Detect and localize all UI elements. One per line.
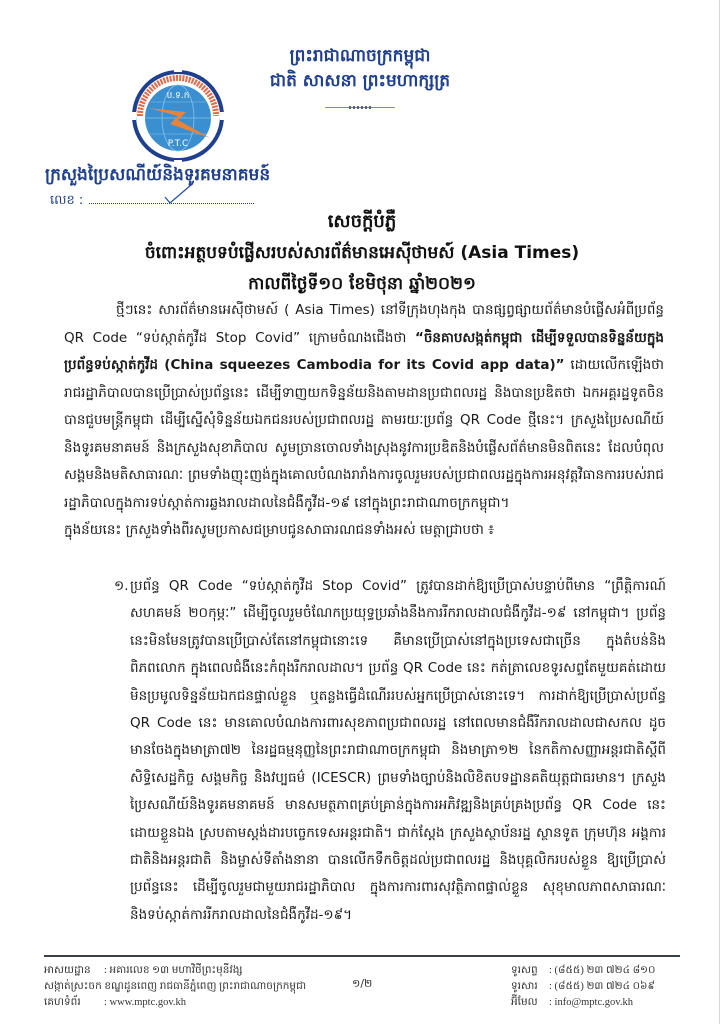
ornamental-divider bbox=[325, 107, 395, 110]
svg-text:ប.ទ.ក: ប.ទ.ក bbox=[166, 91, 190, 101]
phone-number: : (៨៥៥) ២៣ ៧២៤ ៨១០ bbox=[549, 965, 656, 976]
title-subject: ចំពោះអត្ថបទបំផ្លើសរបស់សារព័ត៌មានអេស៊ីថាមស៍ (Asia Times) bbox=[144, 243, 580, 263]
kingdom-header bbox=[240, 44, 480, 94]
list-item-text: ប្រព័ន្ធ QR Code “ទប់ស្កាត់កូវីដ Stop Covid” ត្រូវបានដាក់ឱ្យប្រើប្រាស់បន្ទាប់ពីមាន “ព្រឹត្តិការណ៍សហគមន៍ ២០កុម្ភៈ” ដើម្បីចូលរួមចំណែកប្រយុទ្ធប្រឆាំងនឹងការរីករាលដាលជំងឺកូវីដ-១៩ នៅកម្ពុជា។ ប្រព័ន្ធនេះមិនមែនត្រូវបានប្រើប្រាស់តែនៅកម្ពុជានោះទេ គឺមានប្រើប្រាស់នៅក្នុងប្រទេសជាច្រើន ក្នុងតំបន់និងពិភពលោក ក្នុងពេលជំងឺនេះកំពុងរីករាលដាល។ ប្រព័ន្ធ QR Code នេះ កត់ត្រាលេខទូរសព្ទតែមួយគត់ដោយមិនប្រមូលទិន្នន័យឯកជនផ្ទាល់ខ្លួន ឬតន្លងធ្វើដំណើររបស់អ្នកប្រើប្រាស់នោះទេ។ ការដាក់ឱ្យប្រើប្រាស់ប្រព័ន្ធ QR Code នេះ មានគោលបំណងការពារសុខភាពប្រជាពលរដ្ឋ នៅពេលមានជំងឺរីករាលដាលជាសកល ដូចមានចែងក្នុងមាត្រា៧២ នៃរដ្ឋធម្មនុញ្ញនៃព្រះរាជាណាចក្រកម្ពុជា និងមាត្រា១២ នៃកតិកាសញ្ញាអន្តរជាតិស្តីពីសិទ្ធិសេដ្ឋកិច្ច សង្គមកិច្ច និងវប្បធម៌ (ICESCR) ព្រមទាំងច្បាប់និងលិខិតបទដ្ឋានគតិយុត្តជាធរមាន។ ក្រសួងប្រៃសណីយ៍និងទូរគមនាគមន៍ មានសមត្ថភាពគ្រប់គ្រាន់ក្នុងការអភិវឌ្ឍនិងគ្រប់គ្រងប្រព័ន្ធ QR Code នេះ ដោយខ្លួនឯង ស្របតាមស្តង់ដារបច្ចេកទេសអន្តរជាតិ។ ជាក់ស្តែង ក្រសួងស្ថាប័នរដ្ឋ ស្ថានទូត ក្រុមហ៊ុន អង្គការជាតិនិងអន្តរជាតិ និងម្ចាស់ទីតាំងនានា បានលើកទឹកចិត្តដល់ប្រជាពលរដ្ឋ និងបុគ្គលិករបស់ខ្លួន ឱ្យប្រើប្រាស់ប្រព័ន្ធនេះ ដើម្បីចូលរួមជាមួយរាជរដ្ឋាភិបាល ក្នុងការការពារសុវត្ថិភាពផ្ទាល់ខ្លួន សុខុមាលភាពសាធារណៈ និងទប់ស្កាត់ការរីករាលដាលនៃជំងឺកូវីដ-១៩។ bbox=[130, 578, 666, 923]
footer-divider bbox=[44, 955, 680, 957]
document-body bbox=[64, 297, 664, 545]
title-clarification: សេចក្តីបំភ្លឺ bbox=[327, 211, 397, 232]
list-item-number: ១. bbox=[114, 578, 129, 594]
email-link[interactable]: : info@mptc.gov.kh bbox=[549, 997, 633, 1008]
ministry-logo bbox=[130, 62, 226, 168]
footer-contact-address bbox=[44, 963, 306, 1011]
reference-label: លេខ : bbox=[50, 193, 84, 208]
page-number: ១/២ bbox=[352, 977, 373, 990]
website-label: គេហទំព័រ bbox=[44, 997, 81, 1008]
page-edge-line bbox=[719, 0, 720, 1024]
title-date: កាលពីថ្ងៃទី១០ ខែមិថុនា ឆ្នាំ២០២១ bbox=[248, 274, 476, 294]
address-line-2: សង្កាត់ស្រះចក ខណ្ឌដូនពេញ រាជធានីភ្នំពេញ ព្រះរាជាណាចក្រកម្ពុជា bbox=[44, 981, 307, 992]
ministry-name: ក្រសួងប្រៃសណីយ៍និងទូរគមនាគមន៍ bbox=[45, 165, 271, 185]
headline-quote: “ចិនគាបសង្កត់កម្ពុជា ដើម្បីទទួលបានទិន្នន័យក្នុងប្រព័ន្ធទប់ស្កាត់កូវីដ (China squeezes Cambodia for its Covid app data)” bbox=[64, 329, 664, 373]
fax-label: ទូរសារ bbox=[511, 981, 538, 992]
address-line-1: : អគារលេខ ១៣ មហាវិថីព្រះមុនីវង្ស bbox=[104, 965, 243, 976]
paragraph-2: ក្នុងន័យនេះ ក្រសួងទាំងពីរសូមប្រកាសជម្រាបជូនសាធារណជនទាំងអស់ មេត្តាជ្រាបថា ៖ bbox=[64, 522, 495, 538]
fax-number: : (៨៥៥) ២៣ ៧២៤ ០៦៩ bbox=[549, 981, 655, 992]
paragraph-1: ថ្មីៗនេះ សារព័ត៌មានអេស៊ីថាមស៍ ( Asia Times) នៅទីក្រុងហុងកុង បានផ្សព្វផ្សាយព័ត៌មានបំផ្លើសអំពីប្រព័ន្ធ QR Code “ទប់ស្កាត់កូវីដ Stop Covid” ក្រោមចំណងជើងថា “ចិនគាបសង្កត់កម្ពុជា ដើម្បីទទួលបានទិន្នន័យក្នុងប្រព័ន្ធទប់ស្កាត់កូវីដ (China squeezes Cambodia for its Covid app data)” ដោយលើកឡើងថា រាជរដ្ឋាភិបាលបានប្រើប្រាស់ប្រព័ន្ធនេះ ដើម្បីទាញយកទិន្នន័យនិងតាមដានប្រជាពលរដ្ឋ និងបានប្រឌិតថា ឯកអគ្គរដ្ឋទូតចិនបានជួបមន្ត្រីកម្ពុជា ដើម្បីស្នើសុំទិន្នន័យឯកជនរបស់ប្រជាពលរដ្ឋ តាមរយៈប្រព័ន្ធ QR Code ថ្មីនេះ។ ក្រសួងប្រៃសណីយ៍និងទូរគមនាគមន៍ និងក្រសួងសុខាភិបាល សូមច្រានចោលទាំងស្រុងនូវការប្រឌិតនិងបំផ្លើសព័ត៌មានមិនពិតនេះ ដែលបំពុលសង្គមនិងមតិសាធារណៈ ព្រមទាំងញុះញង់ក្នុងគោលបំណងរារាំងការចូលរួមរបស់ប្រជាពលរដ្ឋក្នុងការអនុវត្តវិធានការរបស់រាជរដ្ឋាភិបាលក្នុងការទប់ស្កាត់ការឆ្លងរាលដាលនៃជំងឺកូវីដ-១៩ នៅក្នុងព្រះរាជាណាចក្រកម្ពុជា។ bbox=[64, 302, 664, 511]
email-label: អ៊ីមែល bbox=[511, 997, 538, 1008]
footer-contact-phone bbox=[511, 963, 655, 1011]
document-title bbox=[0, 207, 724, 299]
ptc-logo-icon bbox=[130, 62, 226, 168]
list-item-1 bbox=[114, 573, 666, 929]
checkmark-icon bbox=[163, 183, 193, 205]
kingdom-title: ព្រះរាជាណាចក្រកម្ពុជា bbox=[289, 46, 431, 66]
svg-text:P.T.C: P.T.C bbox=[167, 139, 189, 149]
phone-label: ទូរសព្ទ bbox=[511, 965, 538, 976]
address-label: អាសយដ្ឋាន bbox=[44, 965, 91, 976]
national-motto: ជាតិ សាសនា ព្រះមហាក្សត្រ bbox=[269, 71, 451, 91]
website-link[interactable]: : www.mptc.gov.kh bbox=[104, 997, 187, 1008]
